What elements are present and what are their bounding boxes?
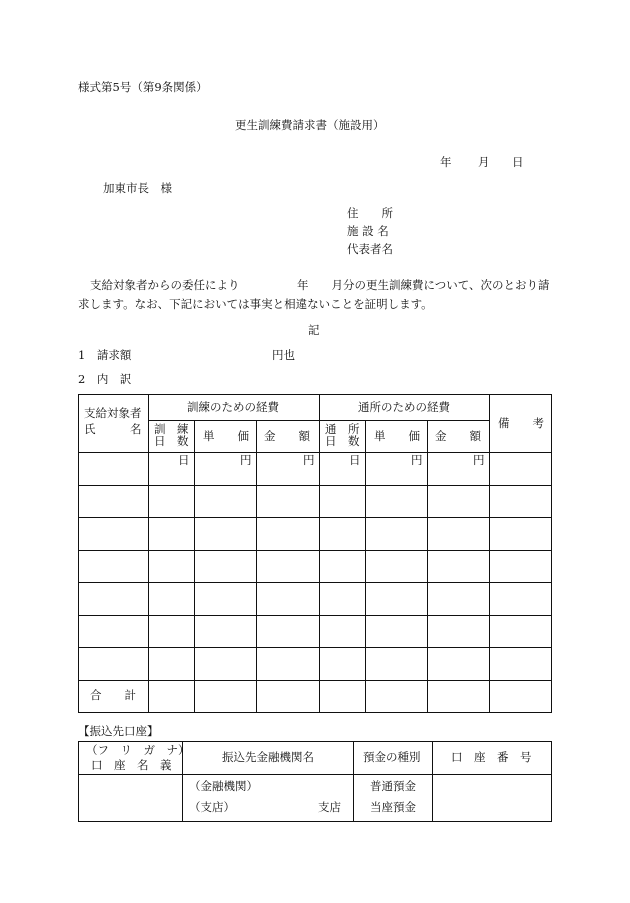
bank-institution-label: （金融機関） <box>189 779 258 793</box>
deposit-current-option: 当座預金 <box>370 800 416 814</box>
bank-name-header: 振込先金融機関名 <box>222 750 314 764</box>
training-days-header-line1: 訓 練 <box>154 422 189 436</box>
breakdown-label: 2 内 訳 <box>78 372 132 386</box>
training-unit-price-unit: 円 <box>240 453 252 467</box>
training-amount-header: 金 額 <box>264 429 310 443</box>
deposit-type-header: 預金の種別 <box>363 750 421 764</box>
date-day: 日 <box>512 155 524 169</box>
date-year: 年 <box>440 155 452 169</box>
body-text-line1: 支給対象者からの委任により 年 月分の更生訓練費について、次のとおり請 <box>90 278 550 292</box>
training-days-unit: 日 <box>178 453 190 467</box>
training-unit-price-header: 単 価 <box>203 429 249 443</box>
account-number-header: 口 座 番 号 <box>451 750 532 764</box>
form-number: 様式第5号（第9条関係） <box>78 80 208 94</box>
commute-days-header-line2: 日 数 <box>325 434 360 448</box>
claim-amount-unit: 円也 <box>272 348 295 362</box>
commute-unit-price-header: 単 価 <box>374 429 420 443</box>
training-expense-header: 訓練のための経費 <box>187 400 279 414</box>
applicant-address-label: 住 所 <box>347 206 393 220</box>
commute-days-unit: 日 <box>349 453 361 467</box>
bank-branch-suffix: 支店 <box>318 800 341 814</box>
commute-unit-price-unit: 円 <box>411 453 423 467</box>
bank-section-title: 【振込先口座】 <box>78 724 159 738</box>
addressee: 加東市長 様 <box>103 181 172 195</box>
ki-heading: 記 <box>308 323 320 337</box>
commute-expense-header: 通所のための経費 <box>358 400 450 414</box>
deposit-ordinary-option: 普通預金 <box>370 779 416 793</box>
remarks-header: 備 考 <box>498 416 544 430</box>
commute-amount-unit: 円 <box>473 453 485 467</box>
recipient-header-line2: 氏 名 <box>84 422 142 436</box>
page-title: 更生訓練費請求書（施設用） <box>235 118 385 132</box>
body-text-line2: 求します。なお、下記においては事実と相違ないことを証明します。 <box>78 297 433 311</box>
claim-amount-label: 1 請求額 <box>78 348 132 362</box>
training-amount-unit: 円 <box>303 453 315 467</box>
date-month: 月 <box>478 155 490 169</box>
bank-furigana-header: （フ リ ガ ナ） <box>86 743 190 757</box>
bank-branch-label: （支店） <box>189 800 235 814</box>
bank-holder-header: 口 座 名 義 <box>91 758 172 772</box>
commute-amount-header: 金 額 <box>435 429 481 443</box>
commute-days-header-line1: 通 所 <box>325 422 360 436</box>
total-row-label: 合 計 <box>90 688 136 702</box>
training-days-header-line2: 日 数 <box>154 434 189 448</box>
applicant-representative-label: 代表者名 <box>347 242 393 256</box>
recipient-header-line1: 支給対象者 <box>84 406 142 420</box>
applicant-facility-label: 施 設 名 <box>347 224 389 238</box>
